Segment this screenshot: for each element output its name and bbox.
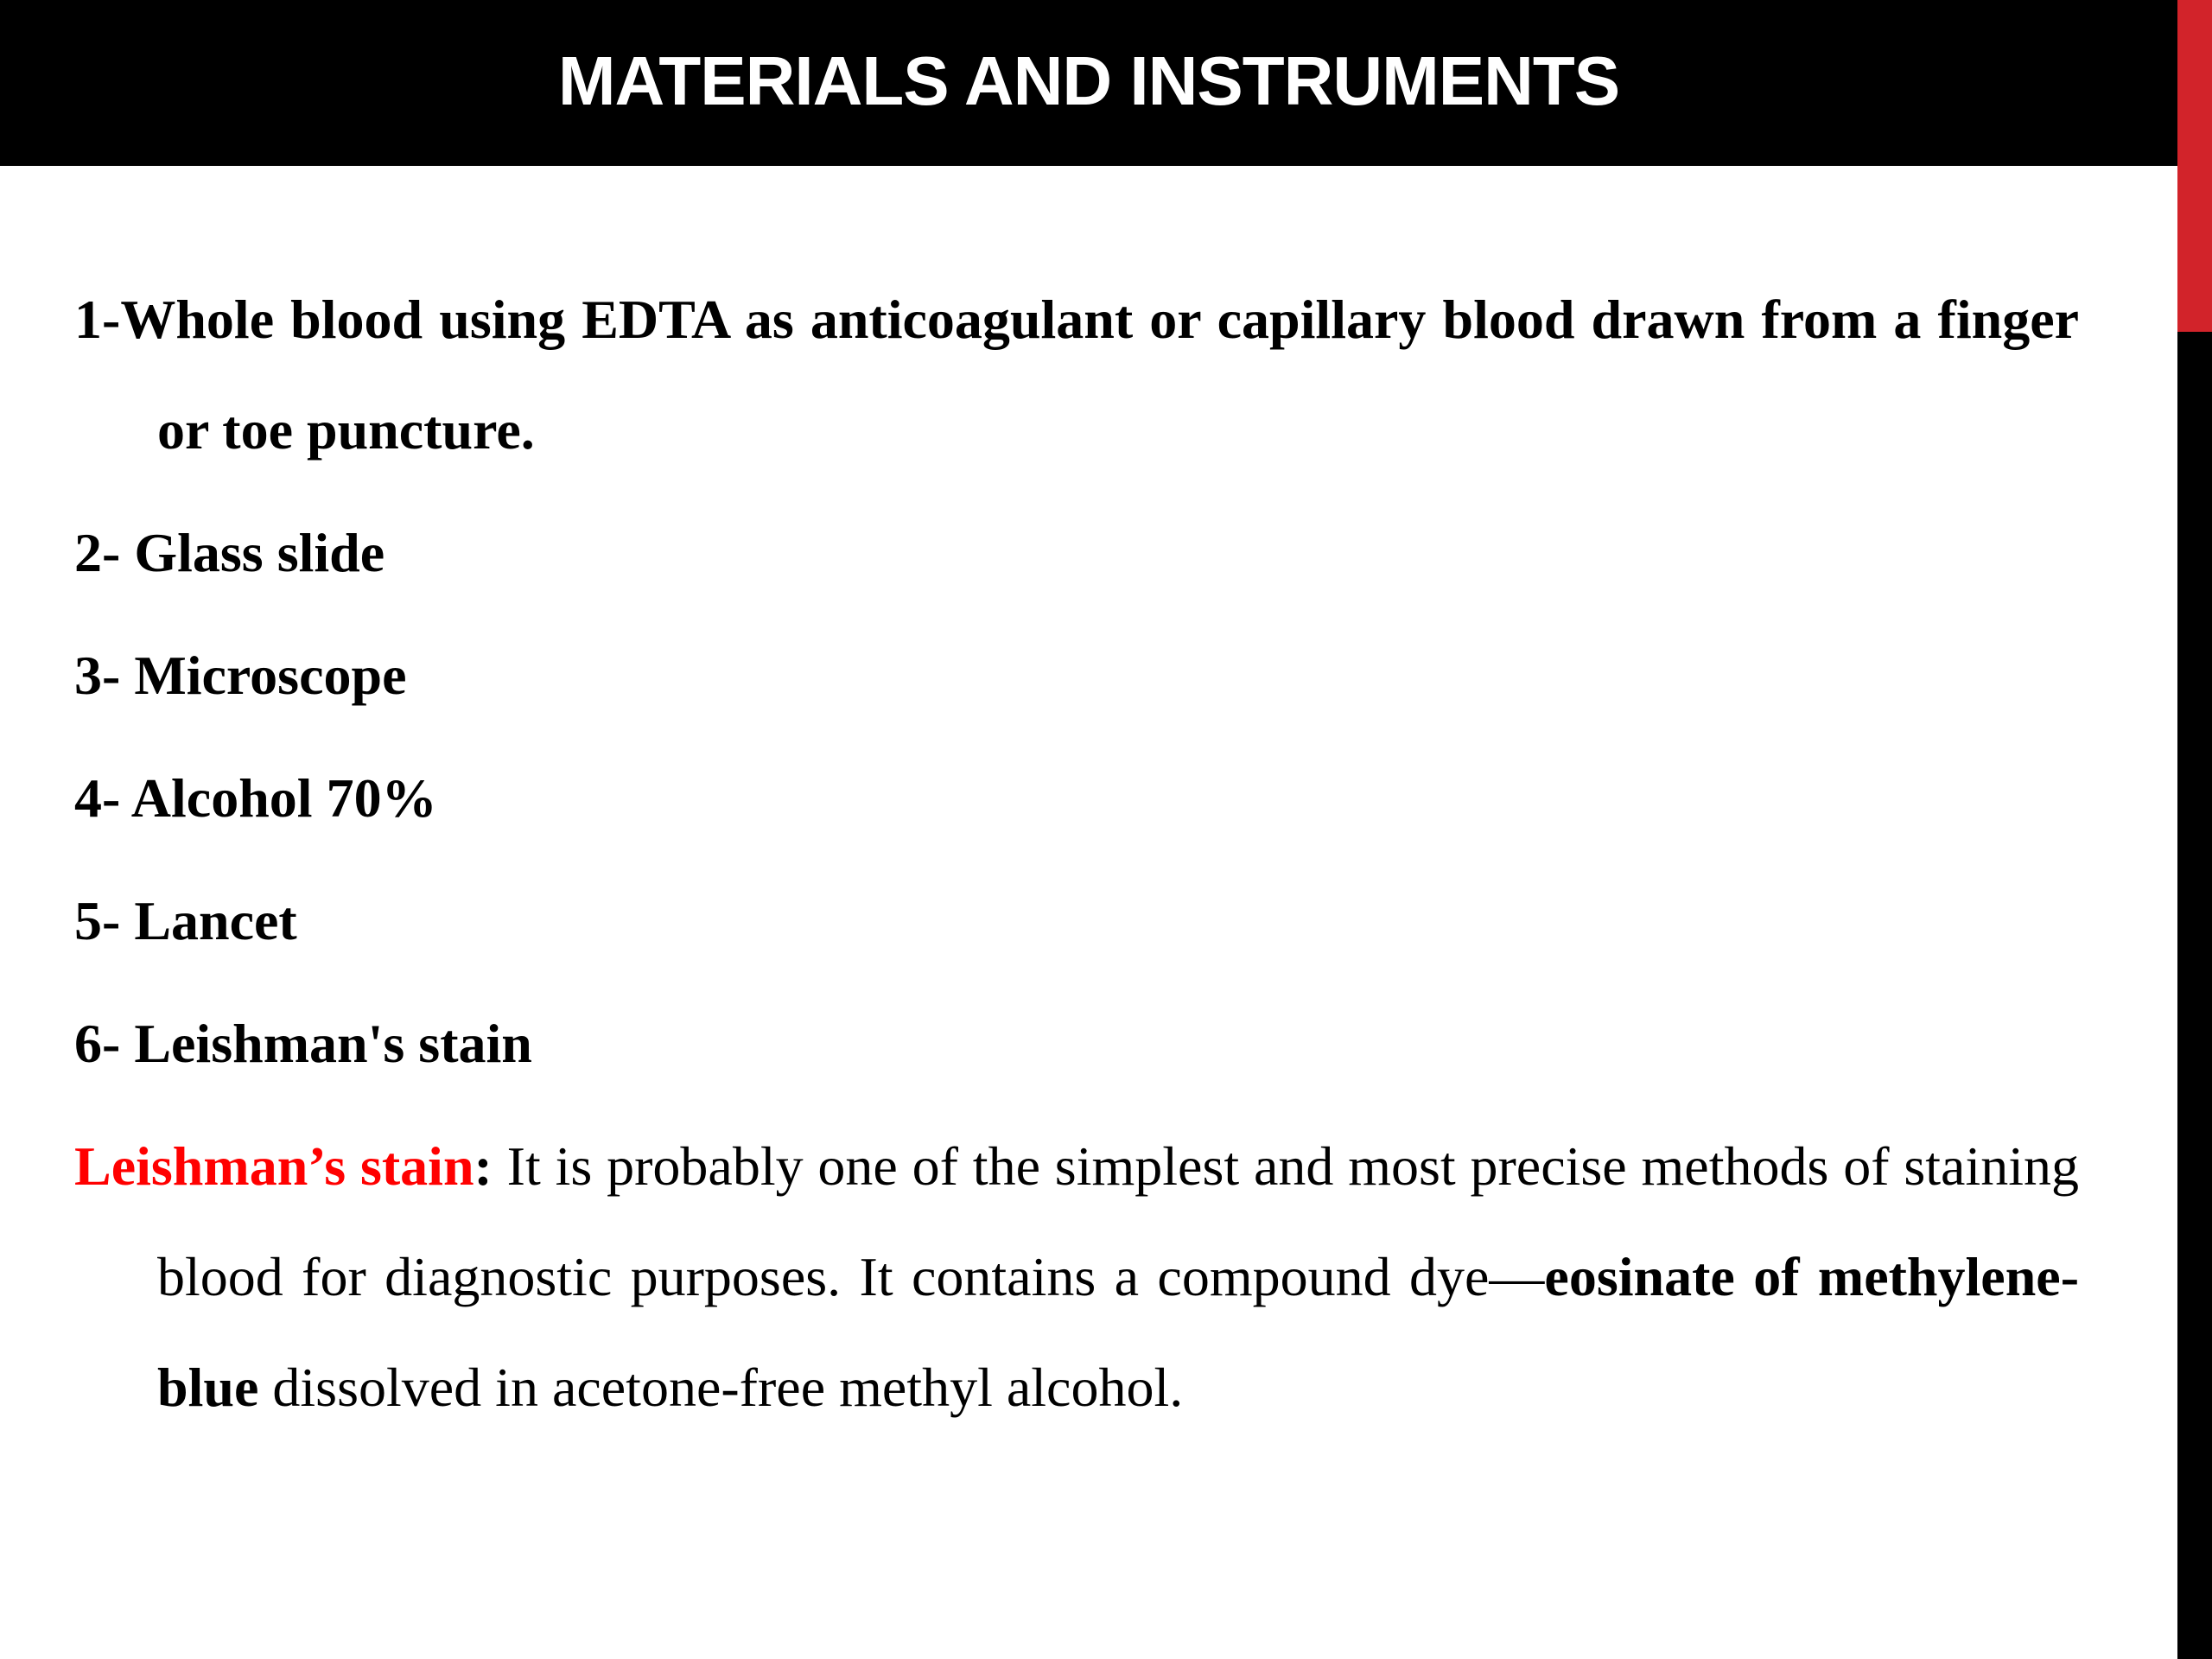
dye-name: eosinate of methylene-blue <box>157 1246 2080 1418</box>
term-colon: : <box>474 1135 493 1197</box>
slide-title: MATERIALS AND INSTRUMENTS <box>557 42 1620 119</box>
description-text-part-2: dissolved in acetone-free methyl alcohol. <box>258 1357 1184 1418</box>
side-accent-red-segment <box>2177 0 2212 332</box>
materials-list <box>74 264 2079 1443</box>
material-item-microscope: 3- Microscope <box>74 645 407 706</box>
material-item-whole-blood: 1-Whole blood using EDTA as anticoagulant or capillary blood drawn from a finger or toe puncture. <box>74 289 2079 461</box>
leishman-stain-description <box>74 1111 2079 1443</box>
leishman-stain-term: Leishman’s stain <box>74 1135 474 1197</box>
material-item-lancet: 5- Lancet <box>74 890 297 951</box>
description-text-part-1: It is probably one of the simplest and most precise methods of staining blood for diagnostic purposes. It contains a compound dye— <box>157 1135 2080 1307</box>
material-item-alcohol: 4- Alcohol 70% <box>74 767 437 829</box>
material-item-leishman-stain: 6- Leishman's stain <box>74 1013 532 1074</box>
material-item-glass-slide: 2- Glass slide <box>74 522 385 583</box>
